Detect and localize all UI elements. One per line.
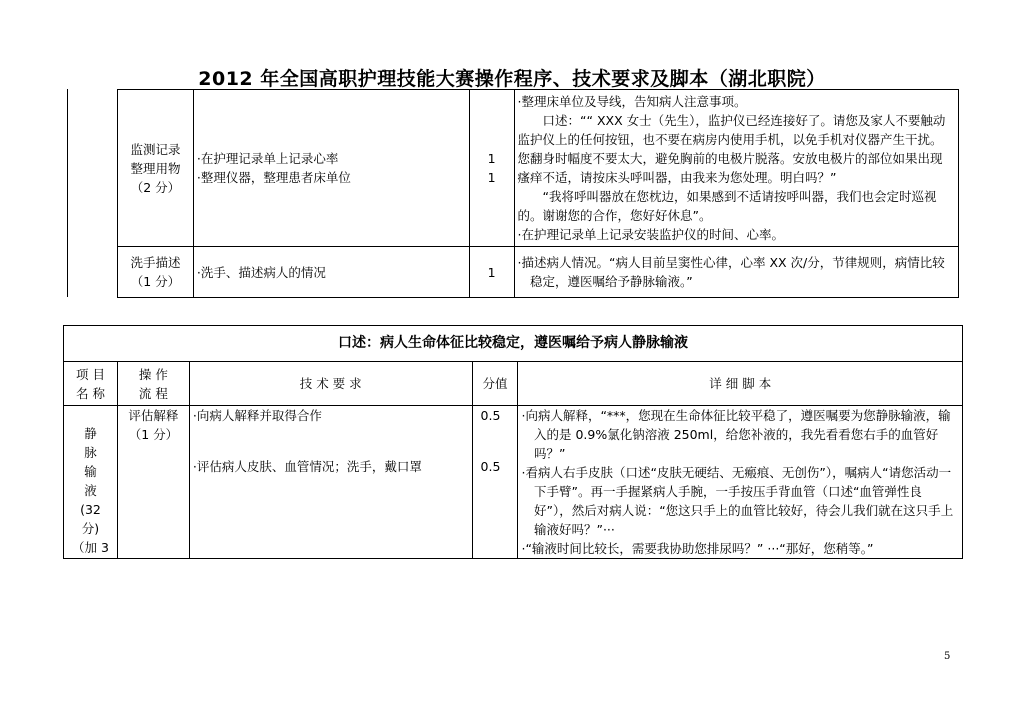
header-item: 项 目 名 称	[64, 362, 118, 406]
table-row	[64, 406, 963, 559]
item-cell: 监测记录 整理用物 （2 分）	[118, 90, 194, 247]
table-row	[118, 247, 959, 298]
infusion-procedure-table	[63, 325, 963, 559]
margin-line	[67, 89, 68, 297]
header-script: 详 细 脚 本	[518, 362, 963, 406]
script-cell: ·描述病人情况。“病人目前呈窦性心律，心率 XX 次/分，节律规则，病情比较稳定，遵医嘱给予静脉输液。”	[514, 247, 958, 298]
requirement-cell: ·在护理记录单上记录心率 ·整理仪器，整理患者床单位	[193, 90, 469, 247]
page-title: 2012 年全国高职护理技能大赛操作程序、技术要求及脚本（湖北职院）	[198, 68, 826, 90]
header-row	[64, 362, 963, 406]
procedure-table-continued	[117, 89, 959, 298]
requirement-cell: ·洗手、描述病人的情况	[193, 247, 469, 298]
header-score: 分值	[472, 362, 518, 406]
table-caption: 口述：病人生命体征比较稳定，遵医嘱给予病人静脉输液	[64, 326, 963, 362]
script-cell: ·整理床单位及导线，告知病人注意事项。 口述：““ XXX 女士（先生），监护仪已经连接好了。请您及家人不要触动监护仪上的任何按钮，也不要在病房内使用手机，以免手机对仪器产生干扰。您翻身时幅度不要太大，避免胸前的电极片脱落。安放电极片的部位如果出现瘙痒不适，请按床头呼叫器，由我来为您处理。明白吗？” “我将呼叫器放在您枕边，如果感到不适请按呼叫器，我们也会定时巡视的。谢谢您的合作，您好好休息”。 ·在护理记录单上记录安装监护仪的时间、心率。	[514, 90, 958, 247]
header-process: 操 作 流 程	[117, 362, 189, 406]
item-cell: 洗手描述 （1 分）	[118, 247, 194, 298]
table-row	[118, 90, 959, 247]
script-cell: ·向病人解释，“***，您现在生命体征比较平稳了，遵医嘱要为您静脉输液，输入的是 0.9%氯化钠溶液 250ml，给您补液的，我先看看您右手的血管好吗？” ·看病人右手皮肤（口述“皮肤无硬结、无瘢痕、无创伤”），嘱病人“请您活动一下手臂”。再一手握紧病人手腕，一手按压手背血管（口述“血管弹性良好”），然后对病人说：“您这只手上的血管比较好，待会儿我们就在这只手上输液好吗？”··· ·“输液时间比较长，需要我协助您排尿吗？” ···“那好，您稍等。”	[518, 406, 963, 559]
requirement-cell: ·向病人解释并取得合作 ·评估病人皮肤、血管情况；洗手，戴口罩	[189, 406, 472, 559]
page-number: 5	[944, 651, 951, 662]
process-cell: 评估解释 （1 分）	[117, 406, 189, 559]
score-cell: 0.5 0.5	[472, 406, 518, 559]
score-cell: 1	[469, 247, 514, 298]
header-requirement: 技 术 要 求	[189, 362, 472, 406]
score-cell: 1 1	[469, 90, 514, 247]
item-name-cell: 静 脉 输 液 (32 分) （加 3	[64, 406, 118, 559]
